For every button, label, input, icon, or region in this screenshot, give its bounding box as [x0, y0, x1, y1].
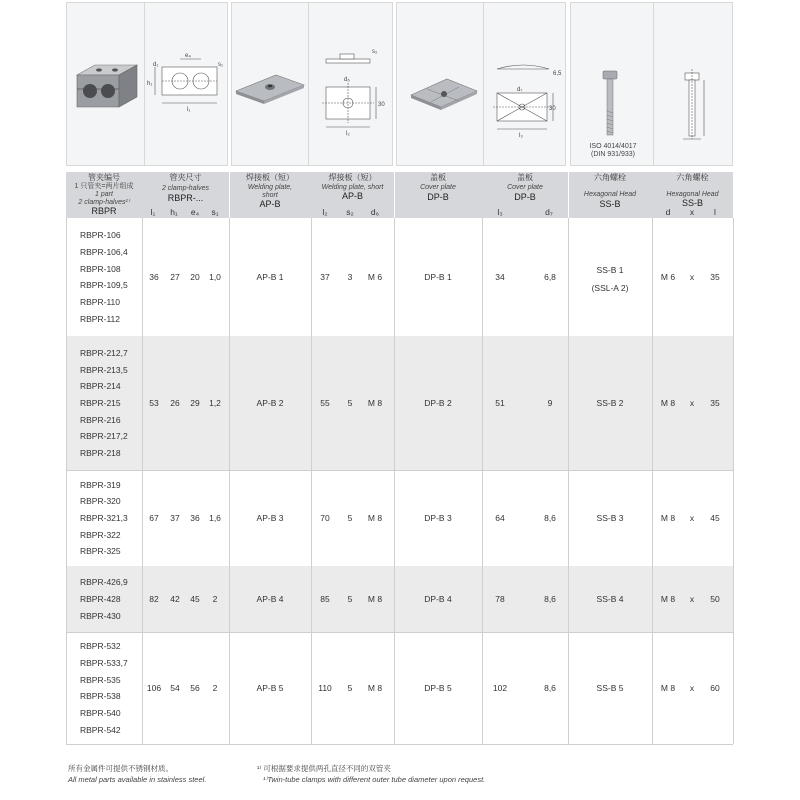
- part-number: RBPR-535: [80, 675, 121, 685]
- cell-d: M 8: [660, 513, 676, 523]
- cell-l: 45: [710, 513, 720, 523]
- iso-note-line1: ISO 4014/4017: [589, 143, 637, 150]
- header-weld-code: AP-B: [259, 199, 281, 209]
- header-col-l2: l₂: [322, 207, 328, 217]
- column-divider: [733, 218, 734, 744]
- cell-s2: 5: [347, 594, 353, 604]
- cell-h1: 42: [170, 594, 180, 604]
- cover-plate-drawing: [397, 3, 567, 167]
- header-cover-dim-en: Cover plate: [507, 184, 543, 191]
- cell-s1: 1,6: [209, 513, 221, 523]
- cell-x: x: [689, 683, 695, 693]
- cell-d7: 8,6: [544, 683, 556, 693]
- cell-ap: AP-B 2: [256, 398, 284, 408]
- cell-l3: 51: [495, 398, 505, 408]
- header-col-s1: s₁: [211, 207, 219, 217]
- cell-ss: SS-B 4: [596, 594, 624, 604]
- column-divider: [482, 218, 483, 744]
- header-rbpr-note-en1: 1 part: [95, 191, 113, 198]
- header-col-d: d: [665, 207, 671, 217]
- part-number: RBPR-430: [80, 611, 121, 621]
- part-number: RBPR-109,5: [80, 280, 128, 290]
- column-divider: [568, 218, 569, 744]
- part-number: RBPR-217,2: [80, 431, 128, 441]
- header-bolt-dim-en: Hexagonal Head: [666, 191, 719, 198]
- header-weld-dim-code: AP-B: [341, 191, 363, 201]
- cell-l: 35: [710, 398, 720, 408]
- header-col-l3: l₃: [497, 207, 503, 217]
- header-col-d7: d₇: [545, 207, 553, 217]
- group-band: [66, 566, 733, 632]
- cell-dp: DP-B 2: [424, 398, 452, 408]
- cover-plate-image-panel: [396, 2, 566, 166]
- cell-ap: AP-B 5: [256, 683, 284, 693]
- welding-plate-image-panel: [231, 2, 393, 166]
- welding-plate-3d-icon: [236, 75, 304, 104]
- cell-dp: DP-B 5: [424, 683, 452, 693]
- footer-right-zh: ¹⁾ 可根据要求提供两孔直径不同的双管夹: [257, 764, 391, 773]
- cell-h1: 54: [170, 683, 180, 693]
- svg-text:l₁: l₁: [187, 107, 191, 113]
- cell-l1: 53: [149, 398, 159, 408]
- cell-d6: M 8: [367, 513, 383, 523]
- header-bolt-code: SS-B: [599, 199, 621, 209]
- part-number: RBPR-325: [80, 546, 121, 556]
- part-number: RBPR-108: [80, 264, 121, 274]
- cell-l: 50: [710, 594, 720, 604]
- footer-left-zh: 所有金属件可提供不锈钢材质。: [68, 764, 173, 773]
- column-divider: [311, 218, 312, 744]
- part-number: RBPR-540: [80, 708, 121, 718]
- part-number: RBPR-322: [80, 530, 121, 540]
- cell-h1: 26: [170, 398, 180, 408]
- bolt-image-panel: [570, 2, 733, 166]
- cell-ss-note: (SSL-A 2): [591, 283, 629, 293]
- header-size-en: 2 clamp-halves: [161, 185, 210, 192]
- part-number: RBPR-319: [80, 480, 121, 490]
- svg-text:d₆: d₆: [344, 77, 350, 83]
- clamp-image-panel: [66, 2, 228, 166]
- header-bolt-zh: 六角螺栓: [594, 173, 626, 182]
- cell-dp: DP-B 1: [424, 272, 452, 282]
- footer-right-en: ¹⁾Twin-tube clamps with different outer tube diameter upon request.: [263, 775, 486, 784]
- cell-d7: 9: [547, 398, 553, 408]
- cell-ap: AP-B 4: [256, 594, 284, 604]
- part-number: RBPR-218: [80, 448, 121, 458]
- iso-note-line2: (DIN 931/933): [591, 151, 635, 158]
- cell-l3: 78: [495, 594, 505, 604]
- svg-text:30: 30: [378, 102, 385, 108]
- clamp-drawing: [67, 3, 229, 167]
- cell-e4: 45: [190, 594, 200, 604]
- cell-d6: M 8: [367, 398, 383, 408]
- cell-l1: 36: [149, 272, 159, 282]
- header-cover-dim-code: DP-B: [514, 192, 536, 202]
- group-divider: [66, 470, 733, 471]
- column-divider: [66, 218, 67, 744]
- part-number: RBPR-214: [80, 381, 121, 391]
- cell-e4: 20: [190, 272, 200, 282]
- cell-l: 60: [710, 683, 720, 693]
- cell-s2: 5: [347, 683, 353, 693]
- svg-text:d₁: d₁: [153, 62, 159, 68]
- header-cover-dim-zh: 盖板: [517, 173, 533, 182]
- bolt-tech-drawing: [683, 69, 704, 139]
- cell-l2: 37: [320, 272, 330, 282]
- welding-plate-drawing: [232, 3, 394, 167]
- svg-text:s₁: s₁: [218, 62, 224, 68]
- svg-text:l₃: l₃: [519, 133, 523, 139]
- svg-text:6,5: 6,5: [553, 71, 562, 77]
- cell-dp: DP-B 3: [424, 513, 452, 523]
- header-bolt-dim-zh: 六角螺栓: [676, 173, 709, 182]
- column-divider: [142, 218, 143, 744]
- header-bolt-en: Hexagonal Head: [583, 191, 637, 198]
- header-rbpr-code: RBPR: [91, 206, 117, 216]
- header-col-x: x: [689, 207, 695, 217]
- cell-ss: SS-B 5: [596, 683, 624, 693]
- cell-h1: 37: [170, 513, 180, 523]
- part-number: RBPR-216: [80, 415, 121, 425]
- group-divider: [66, 744, 733, 745]
- part-number: RBPR-213,5: [80, 365, 128, 375]
- header-weld-dim-zh: 焊接板（短）: [328, 173, 377, 182]
- group-band: [66, 336, 733, 470]
- cover-plate-tech-drawing: [493, 65, 553, 129]
- header-size-code: RBPR-...: [167, 193, 204, 203]
- header-cover-en: Cover plate: [420, 184, 456, 191]
- cell-d7: 8,6: [544, 594, 556, 604]
- part-number: RBPR-106,4: [80, 247, 128, 257]
- cell-s2: 3: [347, 272, 353, 282]
- bolt-3d-icon: [603, 71, 617, 135]
- cell-d: M 8: [660, 594, 676, 604]
- group-divider: [66, 632, 733, 633]
- cell-d: M 8: [660, 683, 676, 693]
- cell-s1: 1,2: [209, 398, 221, 408]
- clamp-tech-drawing: [155, 59, 217, 103]
- cell-d: M 6: [660, 272, 676, 282]
- header-bolt-dim-code: SS-B: [681, 198, 703, 208]
- header-weld-en2: short: [262, 192, 278, 199]
- cover-plate-3d-icon: [411, 79, 477, 110]
- svg-text:d₇: d₇: [517, 87, 523, 93]
- svg-text:e₄: e₄: [185, 53, 191, 59]
- cell-l3: 34: [495, 272, 505, 282]
- clamp-3d-icon: [77, 65, 137, 107]
- cell-x: x: [689, 513, 695, 523]
- part-number: RBPR-321,3: [80, 513, 128, 523]
- part-number: RBPR-532: [80, 641, 121, 651]
- svg-text:s₂: s₂: [372, 49, 378, 55]
- header-size-zh: 管夹尺寸: [169, 173, 202, 182]
- part-number: RBPR-426,9: [80, 577, 128, 587]
- header-weld-zh: 焊接板（短）: [246, 173, 294, 182]
- cell-l: 35: [710, 272, 720, 282]
- header-col-l1: l₁: [150, 207, 156, 217]
- cell-d7: 8,6: [544, 513, 556, 523]
- part-number: RBPR-542: [80, 725, 121, 735]
- cell-l2: 85: [320, 594, 330, 604]
- cell-l2: 110: [318, 683, 332, 693]
- cell-l1: 106: [146, 683, 162, 693]
- cell-l1: 67: [149, 513, 159, 523]
- cell-ap: AP-B 1: [256, 272, 284, 282]
- svg-text:30: 30: [549, 106, 556, 112]
- svg-text:l₂: l₂: [346, 131, 350, 137]
- svg-text:h₁: h₁: [147, 81, 153, 87]
- part-number: RBPR-212,7: [80, 348, 128, 358]
- cell-d: M 8: [660, 398, 676, 408]
- cell-ss: SS-B 3: [596, 513, 624, 523]
- cell-ss: SS-B 1: [596, 265, 624, 275]
- header-col-s2: s₂: [346, 207, 354, 217]
- cell-s2: 5: [347, 398, 353, 408]
- cell-dp: DP-B 4: [424, 594, 452, 604]
- header-weld-dim-en: Welding plate, short: [321, 184, 384, 191]
- header-col-h1: h₁: [170, 207, 178, 217]
- column-divider: [394, 218, 395, 744]
- cell-l3: 102: [492, 683, 508, 693]
- part-number: RBPR-110: [80, 297, 120, 307]
- header-cover-zh: 盖板: [430, 173, 446, 182]
- header-rbpr-note-en2: 2 clamp-halves¹⁾: [78, 199, 130, 206]
- part-number: RBPR-106: [80, 230, 121, 240]
- cell-ss: SS-B 2: [596, 398, 624, 408]
- cell-e4: 36: [190, 513, 200, 523]
- header-cover-code: DP-B: [427, 192, 449, 202]
- cell-x: x: [689, 398, 695, 408]
- header-rbpr-zh: 管夹编号: [88, 173, 120, 182]
- cell-d6: M 8: [367, 683, 383, 693]
- cell-x: x: [689, 594, 695, 604]
- cell-e4: 56: [190, 683, 200, 693]
- iso-note: [577, 143, 649, 159]
- part-number: RBPR-112: [80, 314, 120, 324]
- cell-d7: 6,8: [544, 272, 556, 282]
- part-number: RBPR-538: [80, 691, 121, 701]
- cell-x: x: [689, 272, 695, 282]
- cell-d6: M 8: [367, 594, 383, 604]
- welding-plate-tech-drawing: [322, 54, 376, 127]
- column-divider: [229, 218, 230, 744]
- part-number: RBPR-215: [80, 398, 121, 408]
- cell-l2: 55: [320, 398, 330, 408]
- header-rbpr-note-zh: 1 只管夹=两片组成: [74, 183, 134, 190]
- cell-s1: 1,0: [209, 272, 221, 282]
- cell-e4: 29: [190, 398, 200, 408]
- part-number: RBPR-320: [80, 496, 121, 506]
- column-divider: [652, 218, 653, 744]
- footer-left-en: All metal parts available in stainless steel.: [68, 775, 207, 784]
- cell-l1: 82: [149, 594, 159, 604]
- cell-l2: 70: [320, 513, 330, 523]
- header-weld-en1: Welding plate,: [247, 184, 293, 191]
- cell-d6: M 6: [367, 272, 383, 282]
- header-col-l: l: [714, 207, 716, 217]
- cell-l3: 64: [495, 513, 505, 523]
- part-number: RBPR-533,7: [80, 658, 128, 668]
- header-col-e4: e₄: [190, 207, 200, 217]
- cell-ap: AP-B 3: [256, 513, 284, 523]
- header-col-d6: d₆: [370, 207, 380, 217]
- cell-h1: 27: [170, 272, 180, 282]
- cell-s1: 2: [212, 594, 218, 604]
- cell-s1: 2: [212, 683, 218, 693]
- cell-s2: 5: [347, 513, 353, 523]
- part-number: RBPR-428: [80, 594, 121, 604]
